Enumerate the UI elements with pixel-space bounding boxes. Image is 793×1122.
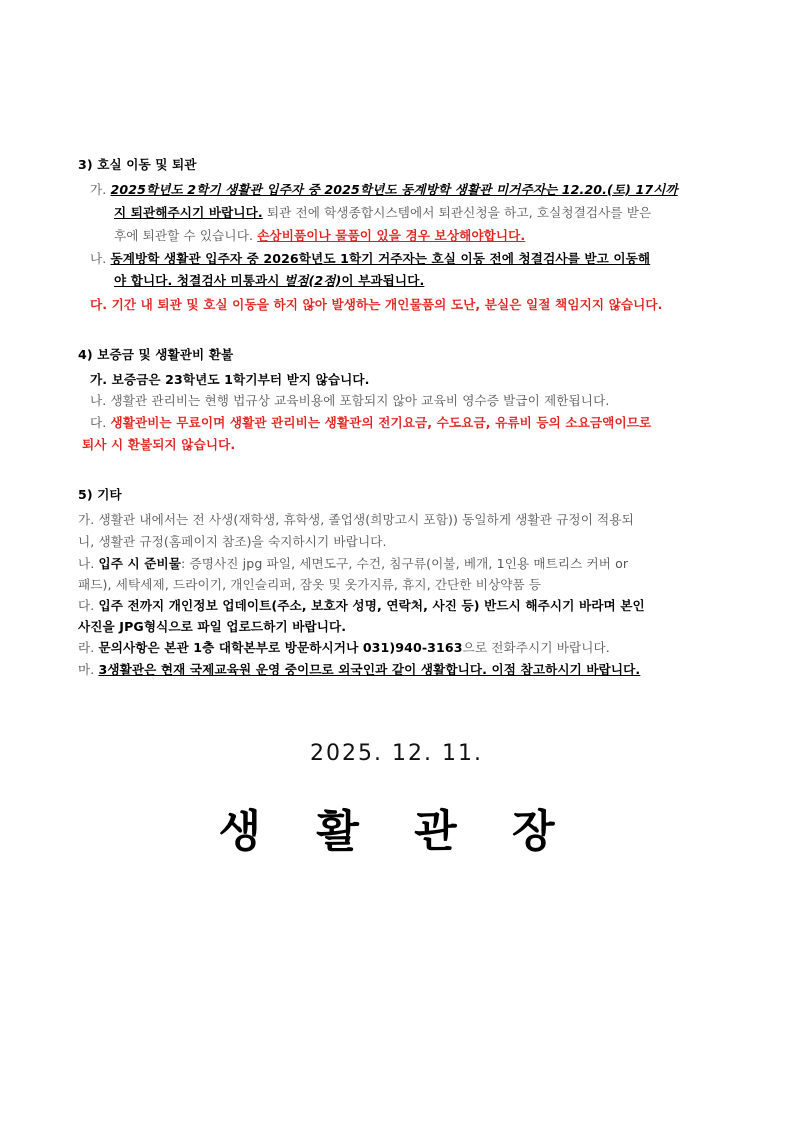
section3-ga-text2a: 지 퇴관해주시기 바랍니다. [114, 205, 263, 220]
section4-da-text1: 생활관비는 무료이며 생활관 관리비는 생활관의 전기요금, 수도요금, 유류비 등의 소요금액이므로 [110, 415, 652, 430]
section5-item-da-line1 [78, 597, 645, 615]
section5-da-marker: 다. [78, 598, 99, 613]
section3-na-marker: 나. [90, 251, 111, 266]
section3-ga-marker: 가. [90, 182, 111, 197]
section5-ma-bold: 3생활관은 현재 국제교육원 운영 중이므로 외국인과 같이 생활합니다. 이점 참고하시기 바랍니다. [98, 662, 641, 677]
section5-na-bold: 입주 시 준비물 [98, 556, 182, 571]
section5-item-na-line1 [78, 555, 628, 573]
section5-item-na-line2: 패드), 세탁세제, 드라이기, 개인슬리퍼, 잠옷 및 옷가지류, 휴지, 간단한 비상약품 등 [78, 577, 542, 592]
section5-ma-marker: 마. [78, 662, 99, 677]
section3-item-na-line2 [114, 272, 424, 290]
signature-title: 생 활 관 장 [218, 806, 575, 857]
notice-date: 2025. 12. 11. [310, 741, 483, 766]
section5-ra-rest: 으로 전화주시기 바랍니다. [462, 640, 610, 655]
section3-ga-text1: 2025학년도 2학기 생활관 입주자 중 2025학년도 동계방학 생활관 미거주자는 12.20.(토) 17시까 [110, 182, 678, 197]
section3-ga-text3b: 손상비품이나 물품이 있을 경우 보상해야합니다. [257, 228, 526, 243]
section5-da-text1: 입주 전까지 개인정보 업데이트(주소, 보호자 성명, 연락처, 사진 등) 반드시 해주시기 바라며 본인 [98, 598, 645, 613]
section3-heading: 3) 호실 이동 및 퇴관 [78, 157, 197, 172]
section5-heading: 5) 기타 [78, 487, 122, 502]
section4-item-na: 나. 생활관 관리비는 현행 법규상 교육비용에 포함되지 않아 교육비 영수증 발급이 제한됩니다. [90, 393, 610, 408]
section4-da-marker: 다. [90, 415, 111, 430]
section5-item-da-line2: 사진을 JPG형식으로 파일 업로드하기 바랍니다. [78, 619, 347, 634]
section4-item-da-line2: 퇴사 시 환불되지 않습니다. [82, 437, 236, 452]
section3-item-na-line1 [90, 250, 650, 268]
section4-heading: 4) 보증금 및 생활관비 환불 [78, 347, 234, 362]
section3-item-ga-line2 [114, 204, 651, 222]
section5-item-ra [78, 639, 610, 657]
section3-item-ga-line3 [114, 227, 525, 245]
section5-item-ga-line2: 니, 생활관 규정(홈페이지 참조)을 숙지하시기 바랍니다. [78, 534, 387, 549]
section5-item-ma [78, 661, 640, 679]
section3-item-da: 다. 기간 내 퇴관 및 호실 이동을 하지 않아 발생하는 개인물품의 도난, 분실은 일절 책임지지 않습니다. [90, 297, 663, 312]
section3-ga-text2b: 퇴관 전에 학생종합시스템에서 퇴관신청을 하고, 호실청결검사를 받은 [262, 205, 652, 220]
section3-na-text2a: 야 합니다. 청결검사 미통과시 [114, 273, 285, 288]
section4-item-da-line1 [90, 414, 651, 432]
section5-ra-marker: 라. [78, 640, 99, 655]
section3-na-penalty: 벌점(2점) [284, 273, 342, 288]
section5-item-ga-line1: 가. 생활관 내에서는 전 사생(재학생, 휴학생, 졸업생(희망고시 포함)) 동일하게 생활관 규정이 적용되 [78, 512, 634, 527]
section5-ra-bold: 문의사항은 본관 1층 대학본부로 방문하시거나 031)940-3163 [98, 640, 463, 655]
section3-na-text2c: 이 부과됩니다. [341, 273, 425, 288]
section3-item-ga-line1 [90, 181, 678, 199]
section5-na-text1: : 증명사진 jpg 파일, 세면도구, 수건, 침구류(이불, 베개, 1인용 매트리스 커버 or [181, 556, 629, 571]
section4-item-ga: 가. 보증금은 23학년도 1학기부터 받지 않습니다. [90, 372, 370, 387]
section3-na-text1: 동계방학 생활관 입주자 중 2026학년도 1학기 거주자는 호실 이동 전에 청결검사를 받고 이동해 [110, 251, 651, 266]
section5-na-marker: 나. [78, 556, 99, 571]
section3-ga-text3a: 후에 퇴관할 수 있습니다. [114, 228, 258, 243]
